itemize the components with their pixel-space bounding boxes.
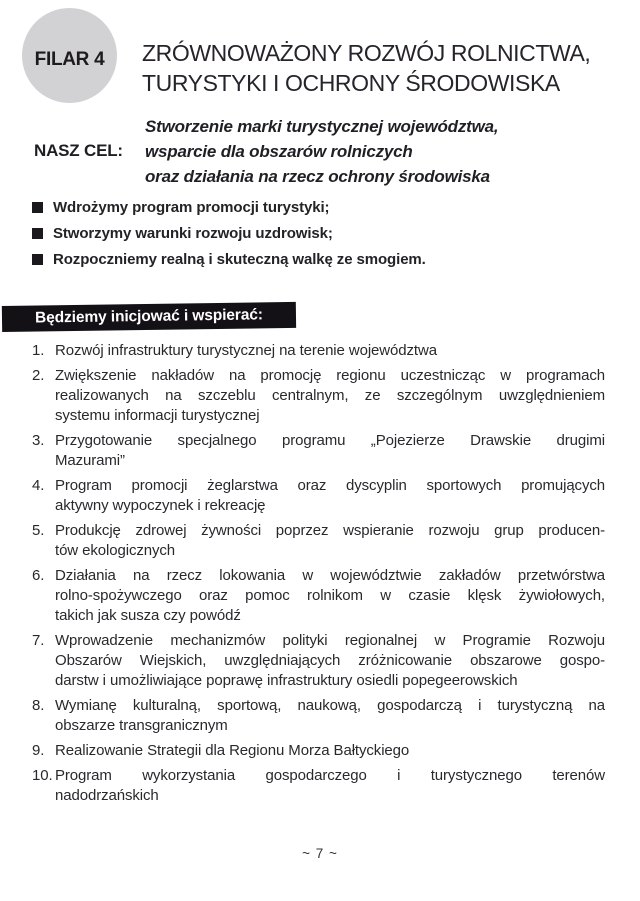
commitment-item (32, 226, 605, 242)
text-line: takich jak susza czy powódź (55, 607, 241, 624)
square-bullet-icon (32, 254, 43, 265)
commitment-text: Stworzymy warunki rozwoju uzdrowisk; (53, 225, 333, 242)
item-number: 9. (32, 742, 45, 759)
text-line: Zwiększenie nakładów na promocję regionu uczestnicząc w programach (55, 367, 605, 384)
text-line: Program promocji żeglarstwa oraz dyscyplin sportowych promujących (55, 477, 605, 494)
goal-section (34, 114, 610, 189)
list-item (32, 696, 605, 736)
item-text (55, 431, 605, 471)
text-line: Rozwój infrastruktury turystycznej na terenie województwa (55, 342, 437, 359)
text-line: nadodrzańskich (55, 787, 159, 804)
text-line: Program wykorzystania gospodarczego i turystycznego terenów (55, 767, 605, 784)
title-line-2: TURYSTYKI I OCHRONY ŚRODOWISKA (142, 70, 560, 96)
section-header-bar (2, 302, 296, 332)
item-text (55, 476, 605, 516)
text-line: systemu informacji turystycznej (55, 407, 260, 424)
goal-line: Stworzenie marki turystycznej województwa, (145, 117, 499, 136)
text-line: Obszarów Wiejskich, uwzględniających zróżnicowanie obszarowe gospo- (55, 652, 605, 669)
item-number: 1. (32, 342, 45, 359)
item-number: 5. (32, 522, 45, 539)
item-number: 4. (32, 477, 45, 494)
text-line: tów ekologicznych (55, 542, 176, 559)
section-header-label: Będziemy inicjować i wspierać: (34, 305, 264, 327)
item-text (55, 521, 605, 561)
goal-text (145, 114, 610, 189)
text-line: Wprowadzenie mechanizmów polityki regionalnej w Programie Rozwoju (55, 632, 605, 649)
numbered-list (32, 341, 605, 811)
item-text (55, 341, 605, 361)
list-item (32, 431, 605, 471)
text-line: Wymianę kulturalną, sportową, naukową, gospodarczą i turystyczną na (55, 697, 605, 714)
list-item (32, 521, 605, 561)
item-number: 3. (32, 432, 45, 449)
text-line: Realizowanie Strategii dla Regionu Morza Bałtyckiego (55, 742, 410, 759)
pillar-badge (22, 8, 117, 103)
text-line: obszarze transgranicznym (55, 717, 228, 734)
square-bullet-icon (32, 202, 43, 213)
goal-label: NASZ CEL: (34, 141, 123, 160)
pillar-label: FILAR 4 (34, 48, 105, 70)
title-line-1: ZRÓWNOWAŻONY ROZWÓJ ROLNICTWA, (142, 40, 591, 66)
item-text (55, 741, 605, 761)
commitment-text: Rozpoczniemy realną i skuteczną walkę ze smogiem. (53, 251, 426, 268)
item-text (55, 566, 605, 626)
text-line: aktywny wypoczynek i rekreację (55, 497, 266, 514)
text-line: Mazurami” (55, 452, 125, 469)
text-line: Działania na rzecz lokowania w województwie zakładów przetwórstwa (55, 567, 605, 584)
list-item (32, 631, 605, 691)
item-number: 7. (32, 632, 45, 649)
square-bullet-icon (32, 228, 43, 239)
text-line: rolno-spożywczego oraz pomoc rolnikom w czasie klęsk żywiołowych, (55, 587, 605, 604)
commitment-item (32, 200, 605, 216)
item-number: 10. (32, 767, 53, 784)
list-item (32, 366, 605, 426)
commitment-text: Wdrożymy program promocji turystyki; (53, 199, 330, 216)
item-text (55, 631, 605, 691)
item-number: 2. (32, 367, 45, 384)
commitment-item (32, 252, 605, 268)
item-text (55, 696, 605, 736)
text-line: realizowanych na szczeblu centralnym, ze szczególnym uwzględnieniem (55, 387, 605, 404)
list-item (32, 566, 605, 626)
item-text (55, 366, 605, 426)
list-item (32, 476, 605, 516)
list-item (32, 741, 605, 761)
text-line: Przygotowanie specjalnego programu „Pojezierze Drawskie drugimi (55, 432, 605, 449)
list-item (32, 341, 605, 361)
text-line: Produkcję zdrowej żywności poprzez wspieranie rozwoju grup producen- (55, 522, 605, 539)
commitments-list (32, 200, 605, 278)
goal-line: oraz działania na rzecz ochrony środowiska (145, 167, 490, 186)
item-number: 8. (32, 697, 45, 714)
page-number: ~ 7 ~ (302, 846, 338, 861)
item-text (55, 766, 605, 806)
page-title (142, 38, 590, 98)
item-number: 6. (32, 567, 45, 584)
text-line: darstw i umożliwiające poprawę infrastruktury osiedli popegeerowskich (55, 672, 518, 689)
goal-line: wsparcie dla obszarów rolniczych (145, 142, 413, 161)
list-item (32, 766, 605, 806)
